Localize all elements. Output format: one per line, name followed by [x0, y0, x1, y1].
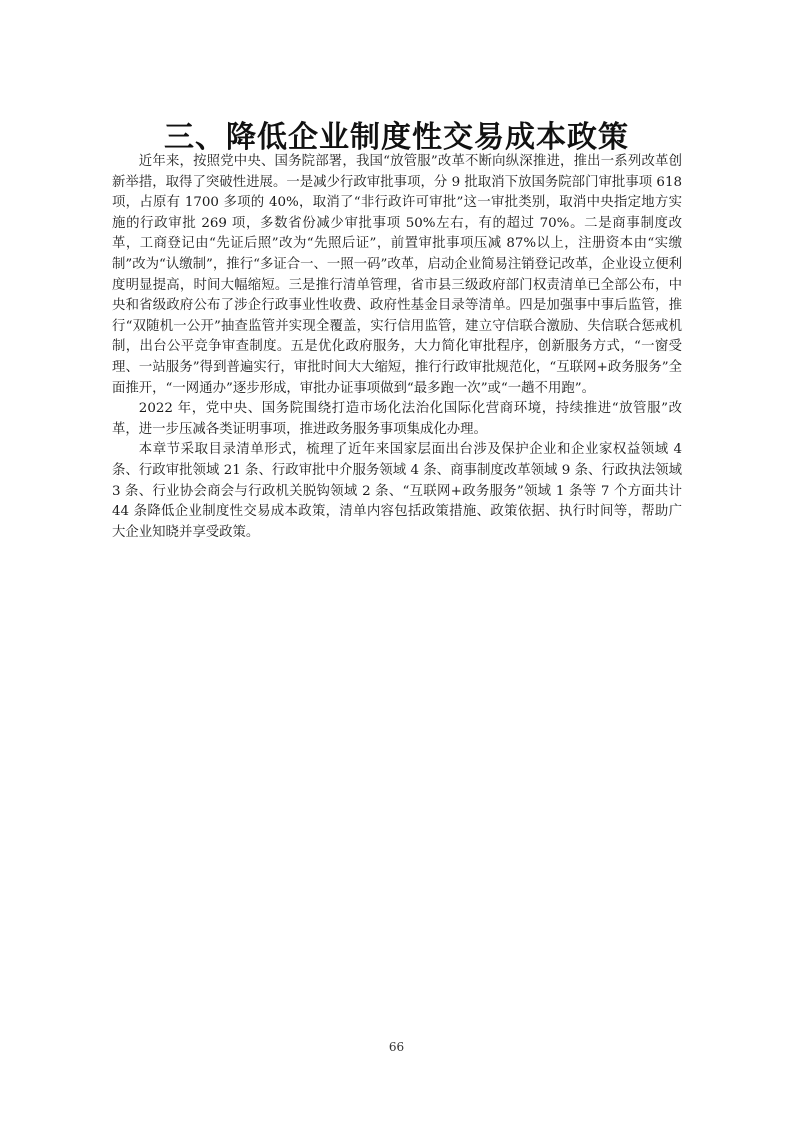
document-body	[112, 152, 682, 543]
paragraph-2022-reform: 2022 年，党中央、国务院围绕打造市场化法治化国际化营商环境，持续推进“放管服”改革，进一步压减各类证明事项，推进政务服务事项集成化办理。	[112, 401, 682, 437]
paragraph-reform-progress: 近年来，按照党中央、国务院部署，我国“放管服”改革不断向纵深推进，推出一系列改革创新举措，取得了突破性进展。一是减少行政审批事项，分 9 批取消下放国务院部门审批事项 618 项，占原有 1700 多项的 40%，取消了“非行政许可审批”这一审批类别，取消中央指定地方实施的行政审批 269 项，多数省份减少审批事项 50%左右，有的超过 70%。二是商事制度改革，工商登记由“先证后照”改为“先照后证”，前置审批事项压减 87%以上，注册资本由“实缴制”改为“认缴制”，推行“多证合一、一照一码”改革，启动企业简易注销登记改革，企业设立便利度明显提高，时间大幅缩短。三是推行清单管理，省市县三级政府部门权责清单已全部公布，中央和省级政府公布了涉企行政事业性收费、政府性基金目录等清单。四是加强事中事后监管，推行“双随机一公开”抽查监管并实现全覆盖，实行信用监管，建立守信联合激励、失信联合惩戒机制，出台公平竞争审查制度。五是优化政府服务，大力简化审批程序，创新服务方式，“一窗受理、一站服务”得到普遍实行，审批时间大大缩短，推行行政审批规范化，“互联网+政务服务”全面推开，“一网通办”逐步形成，审批办证事项做到“最多跑一次”或“一趟不用跑”。	[112, 154, 682, 396]
page-number: 66	[388, 1040, 405, 1054]
paragraph-chapter-summary: 本章节采取目录清单形式，梳理了近年来国家层面出台涉及保护企业和企业家权益领域 4 条、行政审批领域 21 条、行政审批中介服务领域 4 条、商事制度改革领域 9 条、行政执法领域 3 条、行业协会商会与行政机关脱钩领域 2 条、“互联网+政务服务”领域 1 条等 7 个方面共计 44 条降低企业制度性交易成本政策，清单内容包括政策措施、政策依据、执行时间等，帮助广大企业知晓并享受政策。	[112, 442, 682, 540]
page-title: 三、降低企业制度性交易成本政策	[164, 120, 629, 156]
